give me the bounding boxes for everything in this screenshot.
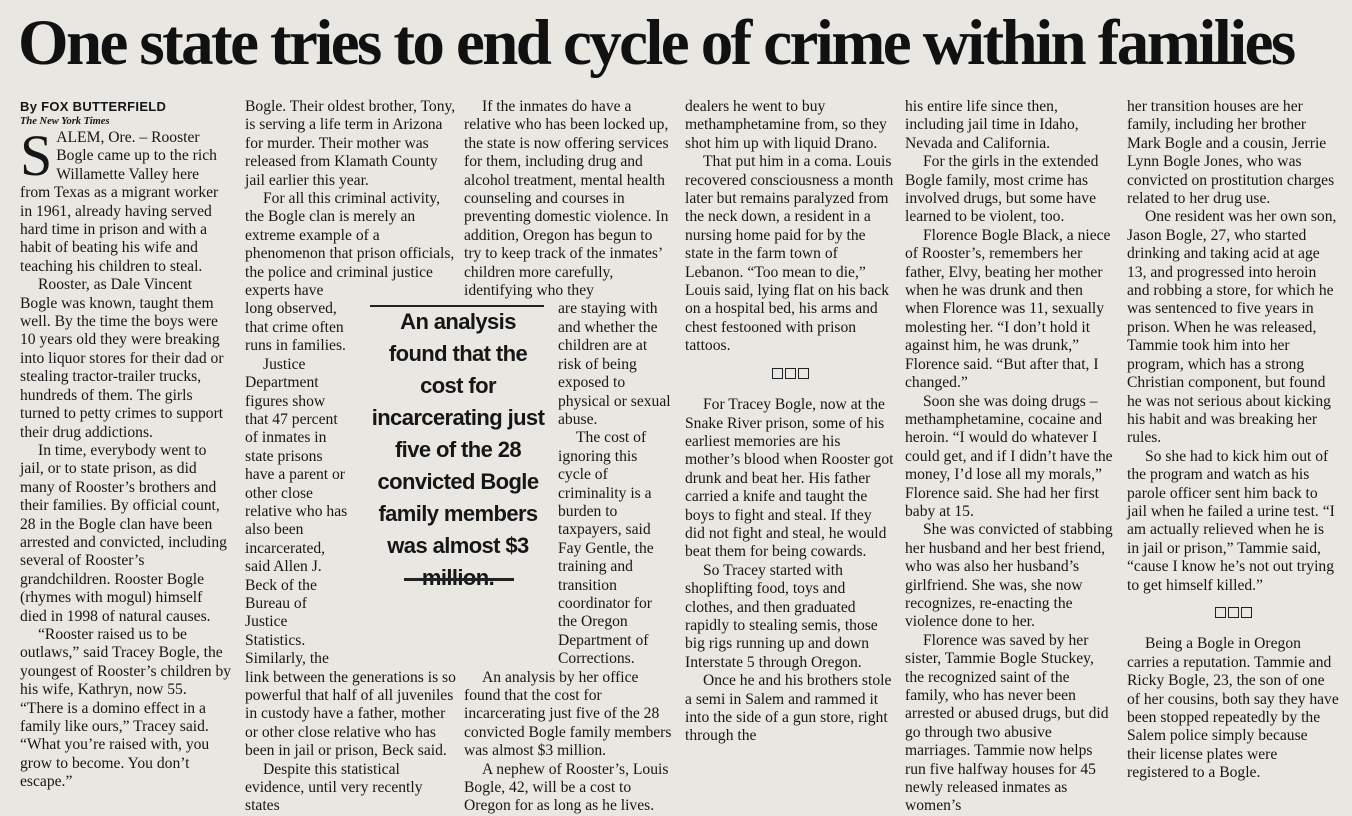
paragraph: Being a Bogle in Oregon carries a reputation. Tammie and Ricky Bogle, 23, the son of one of her cousins, both say they have been stopped repeatedly by the Salem police simply because their license plates were registered to a Bogle. — [1127, 635, 1339, 782]
agency-credit: The New York Times — [20, 116, 110, 127]
paragraph: Similarly, the — [245, 650, 329, 668]
paragraph: Bogle. Their oldest brother, Tony, is serving a life term in Arizona for murder. Their mother was released from Klamath County jail earlier this year. — [245, 98, 456, 189]
paragraph: her transition houses are her family, including her brother Mark Bogle and a cousin, Jerrie Lynn Bogle Jones, who was convicted on prostitution charges related to her drug use. — [1127, 98, 1335, 208]
paragraph: For the girls in the extended Bogle family, most crime has involved drugs, but some have learned to be violent, too. — [905, 153, 1099, 226]
separator-box-icon — [798, 368, 809, 379]
separator-box-icon — [1228, 607, 1239, 618]
column-6 — [1127, 98, 1339, 782]
paragraph: link between the generations is so powerful that half of all juveniles in custody have a father, mother or other close relative who has been in jail or prison, Beck said. — [245, 668, 456, 760]
separator-box-icon — [785, 368, 796, 379]
paragraph: Rooster, as Dale Vincent Bogle was known, taught them well. By the time the boys were 10 years old they were breaking into liquor stores for their dad or stealing tractor-trailer trucks, hundreds of them. The girls turned to petty crimes to support their drug addictions. — [20, 276, 224, 441]
paragraph: If the inmates do have a relative who has been locked up, the state is now offering services for them, including drug and alcohol treatment, mental health counseling and courses in preventing domestic violence. In addition, Oregon has begun to try to keep track of the inmates’ children more carefully, identifying who they — [464, 98, 669, 300]
headline: One state tries to end cycle of crime within families — [18, 7, 1294, 79]
paragraph: dealers he went to buy methamphetamine from, so they shot him up with liquid Drano. — [685, 98, 887, 152]
section-separator — [685, 366, 895, 384]
paragraph: She was convicted of stabbing her husband and her best friend, who was also her husband’s girlfriend. She was, she now recognizes, re-enacting the violence done to her. — [905, 521, 1113, 631]
paragraph: So she had to kick him out of the program and watch as his parole officer sent him back to jail when he failed a urine test. “I am actually relieved when he is in jail or prison,” Tammie said, “cause I know he’s not out trying to get himself killed.” — [1127, 447, 1335, 594]
wrapped-text-block — [245, 282, 351, 669]
separator-box-icon — [772, 368, 783, 379]
section-separator — [1127, 605, 1339, 623]
paragraph: So Tracey started with shoplifting food, toys and clothes, and then graduated rapidly to stealing semis, those big rigs running up and down Interstate 5 through Oregon. — [685, 561, 878, 671]
drop-cap: S — [20, 123, 53, 188]
paragraph: In time, everybody went to jail, or to state prison, as did many of Rooster’s brothers and their families. By official count, 28 in the Bogle clan have been arrested and convicted, including several of Rooster’s grandchildren. Rooster Bogle (rhymes with mogul) himself died in 1998 of natural causes. — [20, 441, 227, 625]
separator-box-icon — [1215, 607, 1226, 618]
paragraph: One resident was her own son, Jason Bogle, 27, who started drinking and taking acid at age 13, and progressed into heroin and robbing a store, for which he was sentenced to five years in prison. When he was released, Tammie took him into her program, which has a strong Christian component, but found he was not serious about kicking his habit and was breaking her rules. — [1127, 208, 1337, 447]
paragraph: Florence was saved by her sister, Tammie Bogle Stuckey, the recognized saint of the family, who has never been arrested or abused drugs, but did go through two abusive marriages. Tammie now helps run five halfway houses for 45 newly released inmates as women’s — [905, 631, 1109, 815]
wrapped-text-block — [558, 300, 672, 668]
paragraph: Despite this statistical evidence, until very recently states — [245, 760, 423, 815]
paragraph: his entire life since then, including jail time in Idaho, Nevada and California. — [905, 98, 1079, 152]
paragraph: An analysis by her office found that the cost for incarcerating just five of the 28 convicted Bogle family members was almost $3 million. — [464, 668, 672, 760]
pullquote-rule-bottom — [404, 578, 514, 581]
paragraph: For Tracey Bogle, now at the Snake River prison, some of his earliest memories are his mother’s blood when Rooster got drunk and beat her. His father carried a knife and taught the boys to fight and steal. If they did not fight and steal, he would beat them for being cowards. — [685, 396, 894, 561]
paragraph: experts have long observed, that crime often runs in families. — [245, 282, 346, 355]
paragraph: Once he and his brothers stole a semi in Salem and rammed it into the side of a gun store, right through the — [685, 672, 892, 745]
column-4 — [685, 98, 895, 745]
byline: By FOX BUTTERFIELD — [20, 99, 167, 114]
paragraph: For all this criminal activity, the Bogle clan is merely an extreme example of a phenomenon that prison officials, the police and criminal justice — [245, 190, 455, 281]
paragraph: are staying with and whether the children are at risk of being exposed to physical or sexual abuse. — [558, 300, 671, 428]
column-5 — [905, 98, 1115, 815]
separator-box-icon — [1241, 607, 1252, 618]
paragraph: Soon she was doing drugs – methamphetamine, cocaine and heroin. “I would do whatever I could get, and if I didn’t have the money, I’d lose all my morals,” Florence said. She had her first baby at 15. — [905, 392, 1113, 520]
column-1 — [20, 98, 232, 791]
lede-paragraph — [20, 123, 232, 276]
paragraph: That put him in a coma. Louis recovered consciousness a month later but remains paralyzed from the neck down, a resident in a nursing home paid for by the state in the farm town of Lebanon. “Too mean to die,” Louis said, lying flat on his back on a hospital bed, his arms and chest festooned with prison tattoos. — [685, 153, 894, 355]
paragraph-text: ALEM, Ore. – Rooster Bogle came up to the rich Willamette Valley here from Texas as a migrant worker in 1961, already having served hard time in prison and with a habit of beating his wife and teaching his children to steal. — [20, 129, 219, 275]
paragraph: “Rooster raised us to be outlaws,” said Tracey Bogle, the youngest of Rooster’s children by his wife, Kathryn, now 55. “There is a domino effect in a family like ours,” Tracey said. “What you’re raised with, you grow to become. You don’t escape.” — [20, 625, 232, 791]
paragraph: Justice Department figures show that 47 percent of inmates in state prisons have a parent or other close relative who has also been incarcerated, said Allen J. Beck of the Bureau of Justice Statistics. — [245, 355, 348, 649]
paragraph: A nephew of Rooster’s, Louis Bogle, 42, will be a cost to Oregon for as long as he lives. — [464, 760, 669, 815]
paragraph: The cost of ignoring this cycle of criminality is a burden to taxpayers, said Fay Gentle, the training and transition coordinator for the Oregon Department of Corrections. — [558, 429, 654, 668]
paragraph: Florence Bogle Black, a niece of Rooster’s, remembers her father, Elvy, beating her mother when he was drunk and then when Florence was 11, sexually molesting her. “I don’t hold it against him, he was drunk,” Florence said. “But after that, I changed.” — [905, 226, 1111, 392]
pullquote: An analysis found that the cost for incarcerating just five of the 28 convicted Bogle family members was almost $3 — [371, 309, 545, 558]
